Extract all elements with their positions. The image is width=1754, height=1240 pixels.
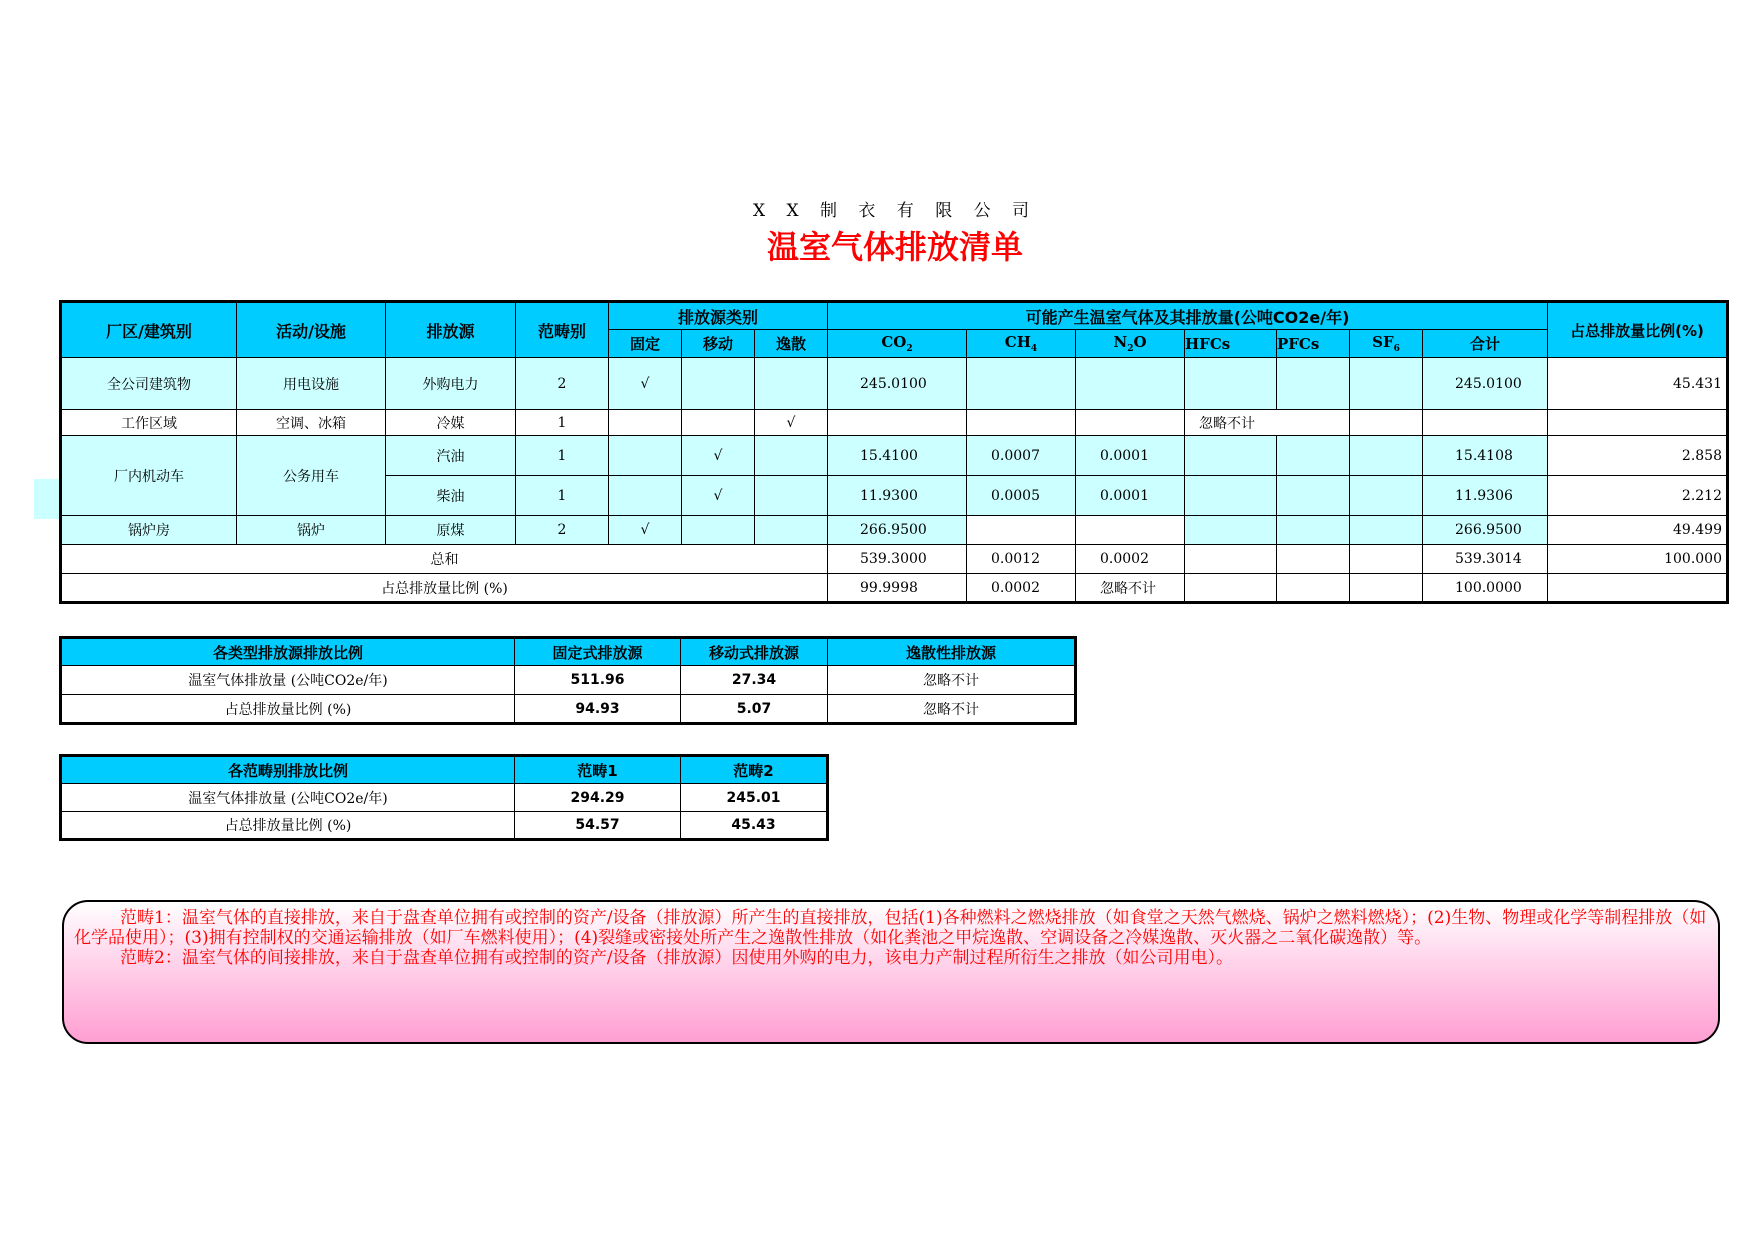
cell-pfcs (1277, 516, 1350, 545)
cell-area: 工作区域 (61, 410, 237, 436)
sum-row (61, 545, 1728, 574)
cell-value: 忽略不计 (828, 695, 1076, 724)
header-gas-group: 可能产生温室气体及其排放量(公吨CO2e/年) (828, 302, 1548, 330)
pct-total: 100.0000 (1423, 574, 1548, 603)
header-area: 厂区/建筑别 (61, 302, 237, 358)
sum-co2: 539.3000 (828, 545, 967, 574)
row-label: 占总排放量比例 (%) (61, 812, 515, 840)
table-row (61, 436, 1728, 476)
cell-fugitive (755, 436, 828, 476)
src-header-mobile: 移动式排放源 (681, 638, 828, 666)
pct-n2o: 忽略不计 (1076, 574, 1185, 603)
cell-area: 锅炉房 (61, 516, 237, 545)
header-ch4: $CH_4$ (967, 330, 1076, 358)
cell-sf6 (1350, 358, 1423, 410)
sum-total: 539.3014 (1423, 545, 1548, 574)
header-activity: 活动/设施 (237, 302, 386, 358)
cell-value: 5.07 (681, 695, 828, 724)
cell-source: 汽油 (386, 436, 516, 476)
cell-hfcs (1185, 436, 1277, 476)
cell-ratio: 2.212 (1548, 476, 1728, 516)
cell-value: 54.57 (515, 812, 681, 840)
cell-fugitive: √ (755, 410, 828, 436)
cell-fugitive (755, 516, 828, 545)
cell-co2 (828, 410, 967, 436)
src-header-title: 各类型排放源排放比例 (61, 638, 515, 666)
pct-co2: 99.9998 (828, 574, 967, 603)
cell-value: 245.01 (681, 784, 828, 812)
pct-label: 占总排放量比例 (%) (61, 574, 828, 603)
cell-scope: 1 (516, 476, 609, 516)
scope-ratio-table (59, 754, 829, 841)
cell-n2o: 0.0001 (1076, 436, 1185, 476)
src-header-fixed: 固定式排放源 (515, 638, 681, 666)
cell-source: 柴油 (386, 476, 516, 516)
cell-n2o: 0.0001 (1076, 476, 1185, 516)
cell-activity: 用电设施 (237, 358, 386, 410)
cell-source: 冷媒 (386, 410, 516, 436)
cell-sf6 (1350, 436, 1423, 476)
note-scope1: 范畴1：温室气体的直接排放，来自于盘查单位拥有或控制的资产/设备（排放源）所产生的直接排放，包括(1)各种燃料之燃烧排放（如食堂之天然气燃烧、锅炉之燃料燃烧）；(2)生物、物理或化学等制程排放（如化学品使用）；(3)拥有控制权的交通运输排放（如厂车燃料使用）；(4)裂缝或密接处所产生之逸散性排放（如化粪池之甲烷逸散、空调设备之冷媒逸散、灭火器之二氧化碳逸散）等。 (74, 908, 1707, 948)
table-row (61, 516, 1728, 545)
page-title: 温室气体排放清单 (766, 228, 1023, 266)
cell-total (1423, 410, 1548, 436)
cell-ratio: 2.858 (1548, 436, 1728, 476)
row-label: 占总排放量比例 (%) (61, 695, 515, 724)
cell-scope: 1 (516, 436, 609, 476)
cell-n2o (1076, 516, 1185, 545)
cell-activity: 公务用车 (237, 436, 386, 516)
header-co2: $CO_2$ (828, 330, 967, 358)
sum-pfcs (1277, 545, 1350, 574)
cell-total: 15.4108 (1423, 436, 1548, 476)
cell-total: 266.9500 (1423, 516, 1548, 545)
cell-marker (34, 479, 59, 519)
cell-fixed: √ (609, 358, 682, 410)
cell-activity: 锅炉 (237, 516, 386, 545)
header-total: 合计 (1423, 330, 1548, 358)
cell-pfcs (1277, 358, 1350, 410)
pct-pfcs (1277, 574, 1350, 603)
cell-pfcs (1277, 476, 1350, 516)
cell-ch4 (967, 358, 1076, 410)
cell-co2: 245.0100 (828, 358, 967, 410)
cell-activity: 空调、冰箱 (237, 410, 386, 436)
cell-source: 原煤 (386, 516, 516, 545)
row-label: 温室气体排放量 (公吨CO2e/年) (61, 666, 515, 695)
cell-total: 245.0100 (1423, 358, 1548, 410)
table-row (61, 666, 1076, 695)
cell-sf6 (1350, 516, 1423, 545)
cell-sf6 (1350, 410, 1423, 436)
table-row (61, 358, 1728, 410)
pct-ch4: 0.0002 (967, 574, 1076, 603)
cell-source: 外购电力 (386, 358, 516, 410)
sum-ch4: 0.0012 (967, 545, 1076, 574)
cell-hfcs (1185, 516, 1277, 545)
cell-fixed (609, 476, 682, 516)
sum-sf6 (1350, 545, 1423, 574)
cell-mobile (682, 516, 755, 545)
cell-hfcs: 忽略不计 (1185, 410, 1350, 436)
cell-ch4 (967, 410, 1076, 436)
header-fixed: 固定 (609, 330, 682, 358)
header-source: 排放源 (386, 302, 516, 358)
header-fugitive: 逸散 (755, 330, 828, 358)
cell-value: 294.29 (515, 784, 681, 812)
cell-ch4: 0.0007 (967, 436, 1076, 476)
sum-ratio: 100.000 (1548, 545, 1728, 574)
cell-ratio: 45.431 (1548, 358, 1728, 410)
cell-total: 11.9306 (1423, 476, 1548, 516)
cell-pfcs (1277, 436, 1350, 476)
header-pfcs: PFCs (1277, 330, 1350, 358)
cell-sf6 (1350, 476, 1423, 516)
source-type-ratio-table (59, 636, 1077, 725)
header-hfcs: HFCs (1185, 330, 1277, 358)
scope-definition-note (62, 900, 1720, 1044)
cell-scope: 1 (516, 410, 609, 436)
sum-hfcs (1185, 545, 1277, 574)
cell-ch4 (967, 516, 1076, 545)
cell-mobile (682, 358, 755, 410)
row-label: 温室气体排放量 (公吨CO2e/年) (61, 784, 515, 812)
cell-value: 忽略不计 (828, 666, 1076, 695)
sum-n2o: 0.0002 (1076, 545, 1185, 574)
cell-hfcs (1185, 358, 1277, 410)
cell-fixed (609, 410, 682, 436)
pct-hfcs (1185, 574, 1277, 603)
pct-empty (1548, 574, 1728, 603)
cell-mobile (682, 410, 755, 436)
cell-co2: 15.4100 (828, 436, 967, 476)
cell-area: 厂内机动车 (61, 436, 237, 516)
scope-header-1: 范畴1 (515, 756, 681, 784)
sum-label: 总和 (61, 545, 828, 574)
src-header-fugitive: 逸散性排放源 (828, 638, 1076, 666)
cell-n2o (1076, 410, 1185, 436)
cell-fixed: √ (609, 516, 682, 545)
cell-area: 全公司建筑物 (61, 358, 237, 410)
pct-row (61, 574, 1728, 603)
table-row (61, 695, 1076, 724)
cell-fugitive (755, 476, 828, 516)
company-name: X X 制 衣 有 限 公 司 (752, 201, 1038, 221)
emission-inventory-table (59, 300, 1729, 604)
cell-ch4: 0.0005 (967, 476, 1076, 516)
cell-value: 45.43 (681, 812, 828, 840)
cell-co2: 11.9300 (828, 476, 967, 516)
header-ratio: 占总排放量比例(%) (1548, 302, 1728, 358)
cell-n2o (1076, 358, 1185, 410)
table-row (61, 410, 1728, 436)
cell-co2: 266.9500 (828, 516, 967, 545)
cell-fugitive (755, 358, 828, 410)
header-mobile: 移动 (682, 330, 755, 358)
cell-value: 94.93 (515, 695, 681, 724)
table-row (61, 784, 828, 812)
cell-value: 27.34 (681, 666, 828, 695)
table-row (61, 812, 828, 840)
cell-fixed (609, 436, 682, 476)
cell-ratio: 49.499 (1548, 516, 1728, 545)
cell-hfcs (1185, 476, 1277, 516)
pct-sf6 (1350, 574, 1423, 603)
cell-value: 511.96 (515, 666, 681, 695)
cell-scope: 2 (516, 516, 609, 545)
cell-mobile: √ (682, 436, 755, 476)
header-source-type: 排放源类别 (609, 302, 828, 330)
cell-ratio (1548, 410, 1728, 436)
header-sf6: $SF_6$ (1350, 330, 1423, 358)
header-scope: 范畴别 (516, 302, 609, 358)
scope-header-2: 范畴2 (681, 756, 828, 784)
note-scope2: 范畴2：温室气体的间接排放，来自于盘查单位拥有或控制的资产/设备（排放源）因使用外购的电力，该电力产制过程所衍生之排放（如公司用电）。 (120, 948, 1234, 968)
cell-scope: 2 (516, 358, 609, 410)
header-n2o: $N_2O$ (1076, 330, 1185, 358)
scope-header-title: 各范畴别排放比例 (61, 756, 515, 784)
cell-mobile: √ (682, 476, 755, 516)
